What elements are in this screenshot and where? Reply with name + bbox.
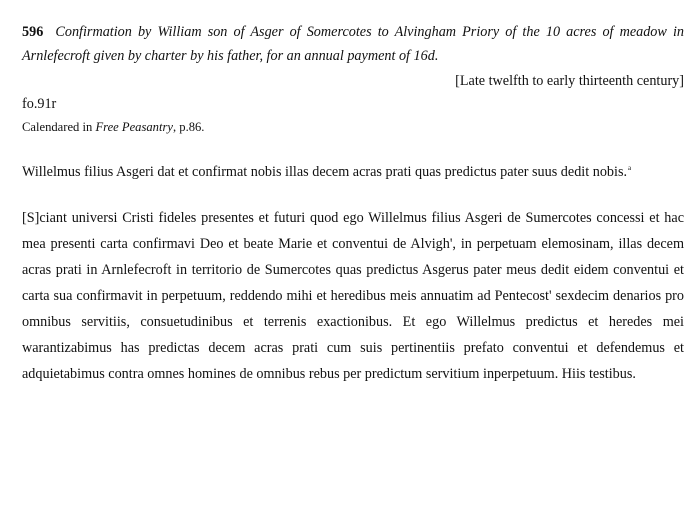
summary-text: Willelmus filius Asgeri dat et confirmat nobis illas decem acras prati quas predictus pater suus dedit nobis. — [22, 164, 628, 180]
calendared-reference — [22, 118, 684, 136]
entry-number: 596 — [22, 24, 44, 40]
entry-date: [Late twelfth to early thirteenth century] — [455, 73, 684, 89]
calendared-prefix: Calendared in — [22, 120, 96, 134]
folio-reference: fo.91r — [22, 96, 57, 112]
footnote-marker[interactable]: a — [628, 164, 632, 172]
entry-title: Confirmation by William son of Asger of Somercotes to Alvingham Priory of the 10 acres of meadow in Arnlefecroft given by charter by his father, for an annual payment of 16d. — [22, 24, 685, 64]
calendared-work: Free Peasantry — [95, 120, 173, 134]
document-page — [22, 20, 684, 387]
latin-summary — [22, 156, 684, 184]
entry-heading — [22, 20, 684, 68]
charter-text: [S]ciant universi Cristi fideles presentes et futuri quod ego Willelmus filius Asgeri de Sumercotes concessi et hac mea presenti carta confirmavi Deo et beate Marie et conventui de Alvigh', in perpetuam elemosinam, illas decem acras prati in Arnlefecroft in territorio de Sumercotes quas predictus Asgerus pater meus dedit eidem conventui et carta sua confirmavit in perpetuum, reddendo mihi et heredibus meis annuatim ad Pentecost' sexdecim denarios pro omnibus servitiis, consuetudinibus et terrenis exactionibus. Et ego Willelmus predictus et heredes mei warantizabimus has predictas decem acras prati cum suis pertinentiis prefato conventui et defendemus et adquietabimus contra omnes homines de omnibus rebus per predictum servitium inperpetuum. Hiis testibus. — [22, 210, 684, 382]
charter-text-block — [22, 205, 684, 387]
calendared-suffix: , p.86. — [172, 120, 205, 134]
